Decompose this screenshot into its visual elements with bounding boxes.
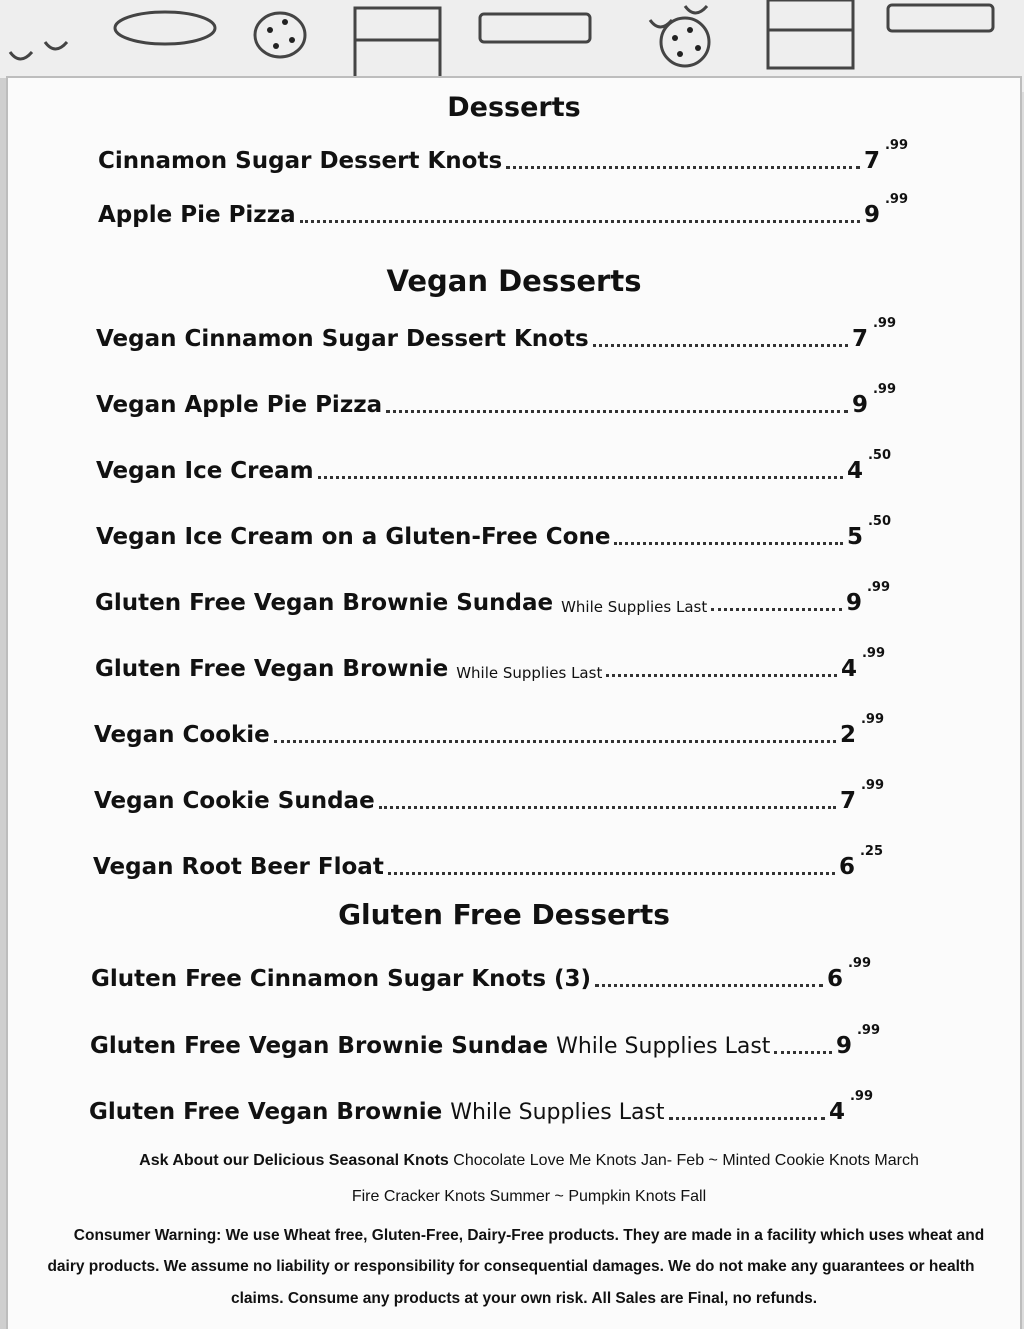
dot-leader — [711, 594, 842, 611]
item-name: Gluten Free Vegan Brownie — [95, 656, 449, 682]
menu-item — [96, 316, 896, 352]
menu-item — [94, 778, 884, 814]
menu-item — [91, 956, 871, 992]
dot-leader — [614, 528, 843, 545]
dot-leader — [593, 330, 848, 347]
seasonal-knots-line-1 — [23, 1152, 1024, 1170]
item-price: 9 .99 — [863, 192, 908, 228]
item-note: While Supplies Last — [456, 664, 603, 682]
seasonal-knots-line-2: Fire Cracker Knots Summer ~ Pumpkin Knots Fall — [351, 1188, 707, 1205]
item-price: 7 .99 — [851, 316, 896, 352]
menu-item — [89, 1089, 873, 1125]
menu-item — [93, 844, 883, 880]
seasonal-list: Chocolate Love Me Knots Jan- Feb ~ Minted Cookie Knots March — [453, 1152, 919, 1169]
dot-leader — [595, 970, 823, 987]
item-name: Vegan Ice Cream — [96, 458, 314, 484]
dot-leader — [506, 152, 860, 169]
menu-item — [96, 382, 896, 418]
section-title-gluten-free-desserts: Gluten Free Desserts — [338, 898, 670, 931]
section-title-desserts: Desserts — [447, 92, 581, 123]
item-note: While Supplies Last — [450, 1100, 665, 1125]
consumer-warning-line-3: claims. Consume any products at your own risk. All Sales are Final, no refunds. — [231, 1290, 817, 1307]
menu-item — [98, 192, 908, 228]
dot-leader — [379, 792, 836, 809]
dot-leader — [300, 206, 860, 223]
dot-leader — [386, 396, 848, 413]
item-note: While Supplies Last — [556, 1034, 771, 1059]
menu-item — [90, 1023, 880, 1059]
item-name: Gluten Free Cinnamon Sugar Knots (3) — [91, 966, 592, 992]
item-price: 7 .99 — [839, 778, 884, 814]
menu-item — [94, 712, 884, 748]
item-name: Cinnamon Sugar Dessert Knots — [98, 148, 503, 174]
item-name: Vegan Ice Cream on a Gluten-Free Cone — [96, 524, 611, 550]
item-price: 4 .50 — [846, 448, 891, 484]
item-price: 4 .99 — [828, 1089, 873, 1125]
dot-leader — [669, 1103, 825, 1120]
decorative-doodles — [10, 0, 993, 78]
dot-leader — [388, 858, 835, 875]
dot-leader — [606, 660, 837, 677]
dot-leader — [318, 462, 843, 479]
item-price: 6 .99 — [826, 956, 871, 992]
item-note: While Supplies Last — [561, 598, 708, 616]
item-name: Vegan Cinnamon Sugar Dessert Knots — [96, 326, 589, 352]
menu-item — [95, 646, 885, 682]
item-name: Vegan Cookie — [94, 722, 270, 748]
menu-item — [96, 514, 891, 550]
dot-leader — [774, 1037, 832, 1054]
item-name: Gluten Free Vegan Brownie Sundae — [95, 590, 554, 616]
consumer-warning-line-2: dairy products. We assume no liability or responsibility for consequential damages. We do not make any guarantees or health — [47, 1258, 975, 1275]
item-name: Apple Pie Pizza — [98, 202, 296, 228]
item-price: 9 .99 — [835, 1023, 880, 1059]
item-price: 4 .99 — [840, 646, 885, 682]
item-price: 9 .99 — [845, 580, 890, 616]
consumer-warning-line-1: Consumer Warning: We use Wheat free, Gluten-Free, Dairy-Free products. They are made in a facility which uses wheat and — [73, 1227, 985, 1244]
menu-item — [96, 448, 891, 484]
menu-item — [95, 580, 890, 616]
item-price: 2 .99 — [839, 712, 884, 748]
section-title-vegan-desserts: Vegan Desserts — [386, 264, 642, 298]
item-price: 9 .99 — [851, 382, 896, 418]
item-name: Vegan Apple Pie Pizza — [96, 392, 383, 418]
item-price: 7 .99 — [863, 138, 908, 174]
menu-item — [98, 138, 908, 174]
menu-sheet — [8, 78, 1020, 1329]
dot-leader — [274, 726, 836, 743]
item-price: 6 .25 — [838, 844, 883, 880]
item-price: 5 .50 — [846, 514, 891, 550]
item-name: Vegan Cookie Sundae — [94, 788, 375, 814]
item-name: Gluten Free Vegan Brownie Sundae — [90, 1033, 549, 1059]
seasonal-lead: Ask About our Delicious Seasonal Knots — [139, 1152, 449, 1169]
item-name: Vegan Root Beer Float — [93, 854, 384, 880]
item-name: Gluten Free Vegan Brownie — [89, 1099, 443, 1125]
